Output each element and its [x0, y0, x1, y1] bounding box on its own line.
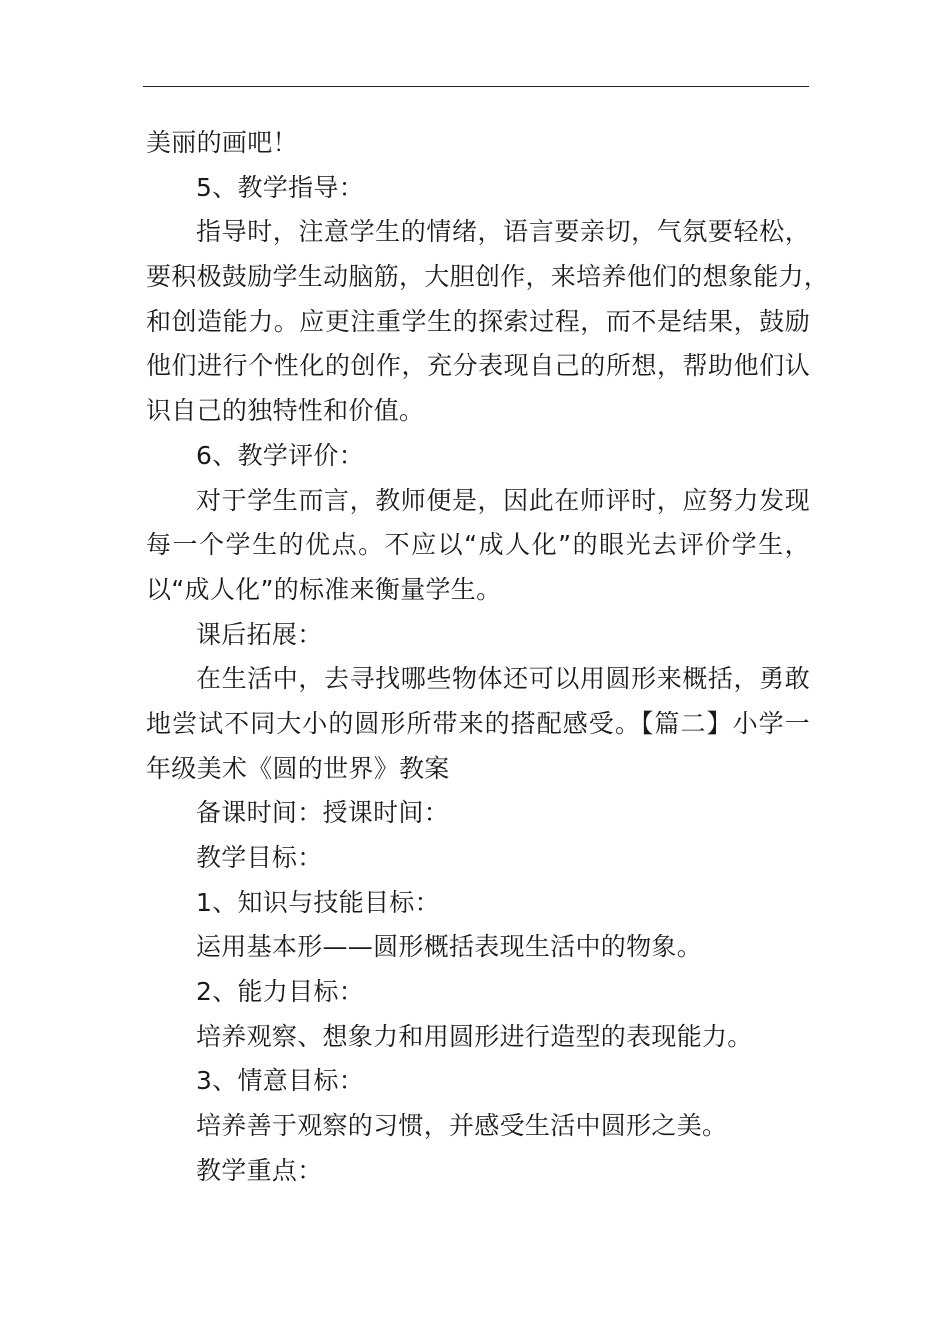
text-line: 地尝试不同大小的圆形所带来的搭配感受。【篇二】小学一: [146, 708, 810, 738]
section-heading: 6、教学评价：: [196, 440, 365, 470]
section-heading: 2、能力目标：: [196, 977, 365, 1007]
text-line: 培养观察、想象力和用圆形进行造型的表现能力。: [196, 1021, 753, 1051]
text-line: 备课时间：授课时间：: [196, 798, 450, 828]
text-line: 美丽的画吧！: [146, 128, 298, 157]
section-heading: 教学目标：: [196, 843, 323, 872]
section-heading: 课后拓展：: [196, 619, 323, 649]
section-heading: 教学重点：: [196, 1155, 323, 1185]
text-line: 对于学生而言，教师便是，因此在师评时，应努力发现: [196, 485, 810, 515]
text-line: 在生活中，去寻找哪些物体还可以用圆形来概括，勇敢: [196, 664, 810, 694]
section-heading: 3、情意目标：: [196, 1066, 365, 1096]
body-text: [146, 121, 830, 1194]
text-line: 每一个学生的优点。不应以“成人化”的眼光去评价学生，: [146, 530, 810, 560]
text-line: 培养善于观察的习惯，并感受生活中圆形之美。: [196, 1111, 728, 1141]
section-heading: 1、知识与技能目标：: [196, 887, 440, 917]
section-heading: 5、教学指导：: [196, 172, 365, 202]
text-line: 运用基本形——圆形概括表现生活中的物象。: [196, 932, 703, 962]
text-line: 以“成人化”的标准来衡量学生。: [146, 574, 502, 604]
text-line: 要积极鼓励学生动脑筋，大胆创作，来培养他们的想象能力，: [146, 262, 830, 292]
text-line: 他们进行个性化的创作，充分表现自己的所想，帮助他们认: [146, 351, 810, 381]
text-line: 年级美术《圆的世界》教案: [146, 753, 450, 783]
text-line: 指导时，注意学生的情绪，语言要亲切，气氛要轻松，: [196, 217, 810, 247]
text-line: 和创造能力。应更注重学生的探索过程，而不是结果，鼓励: [146, 306, 810, 336]
text-line: 识自己的独特性和价值。: [146, 396, 425, 426]
header-rule: [143, 86, 809, 87]
